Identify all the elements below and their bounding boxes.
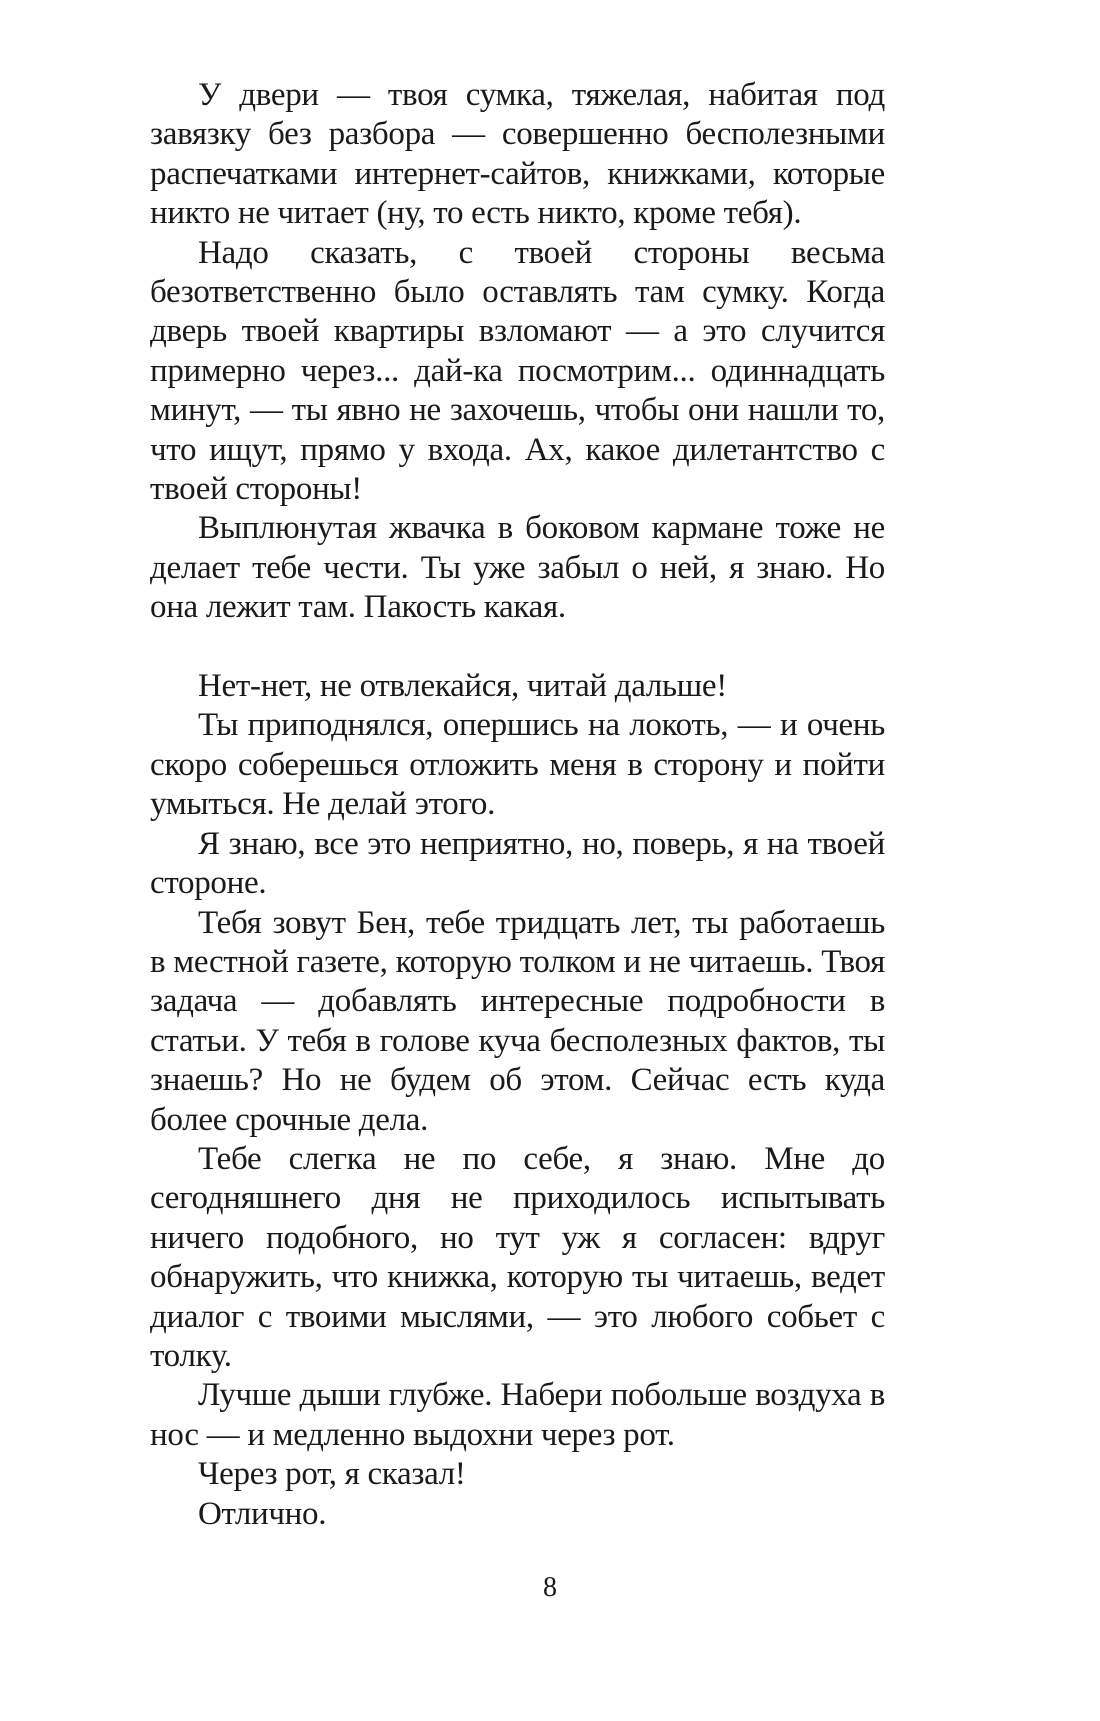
paragraph: Отлично. [198,1495,327,1532]
page-body [150,76,885,1534]
paragraph: Тебя зовут Бен, тебе тридцать лет, ты работаешь в местной газете, которую толком и не читаешь. Твоя задача — добавлять интересные подробности в статьи. У тебя в голове куча бесполезных фактов, ты знаешь? Но не будем об этом. Сейчас есть куда более срочные дела. [150,904,885,1138]
paragraph: Надо сказать, с твоей стороны весьма безответственно было оставлять там сумку. Когда дверь твоей квартиры взломают — а это случится примерно через... дай-ка посмотрим... одиннадцать минут, — ты явно не захочешь, чтобы они нашли то, что ищут, прямо у входа. Ах, какое дилетантство с твоей стороны! [150,234,885,508]
paragraph: Через рот, я сказал! [198,1456,466,1493]
page-number: 8 [543,1572,557,1603]
paragraph: Ты приподнялся, опершись на локоть, — и очень скоро соберешься отложить меня в сторону и пойти умыться. Не делай этого. [150,707,885,823]
paragraph: Нет-нет, не отвлекайся, читай дальше! [198,668,727,705]
paragraph: Выплюнутая жвачка в боковом кармане тоже не делает тебе чести. Ты уже забыл о ней, я знаю. Но она лежит там. Пакость какая. [150,510,885,626]
paragraph: Лучше дыши глубже. Набери побольше воздуха в нос — и медленно выдохни через рот. [150,1377,885,1453]
paragraph: Тебе слегка не по себе, я знаю. Мне до сегодняшнего дня не приходилось испытывать ничего подобного, но тут уж я согласен: вдруг обнаружить, что книжка, которую ты читаешь, ведет диалог с твоими мыслями, — это любого собьет с толку. [150,1140,885,1374]
paragraph: У двери — твоя сумка, тяжелая, набитая под завязку без разбора — совершенно бесполезными распечатками интернет-сайтов, книжками, которые никто не читает (ну, то есть никто, кроме тебя). [150,77,885,232]
section-break [150,628,885,667]
paragraph: Я знаю, все это неприятно, но, поверь, я на твоей стороне. [150,825,885,902]
